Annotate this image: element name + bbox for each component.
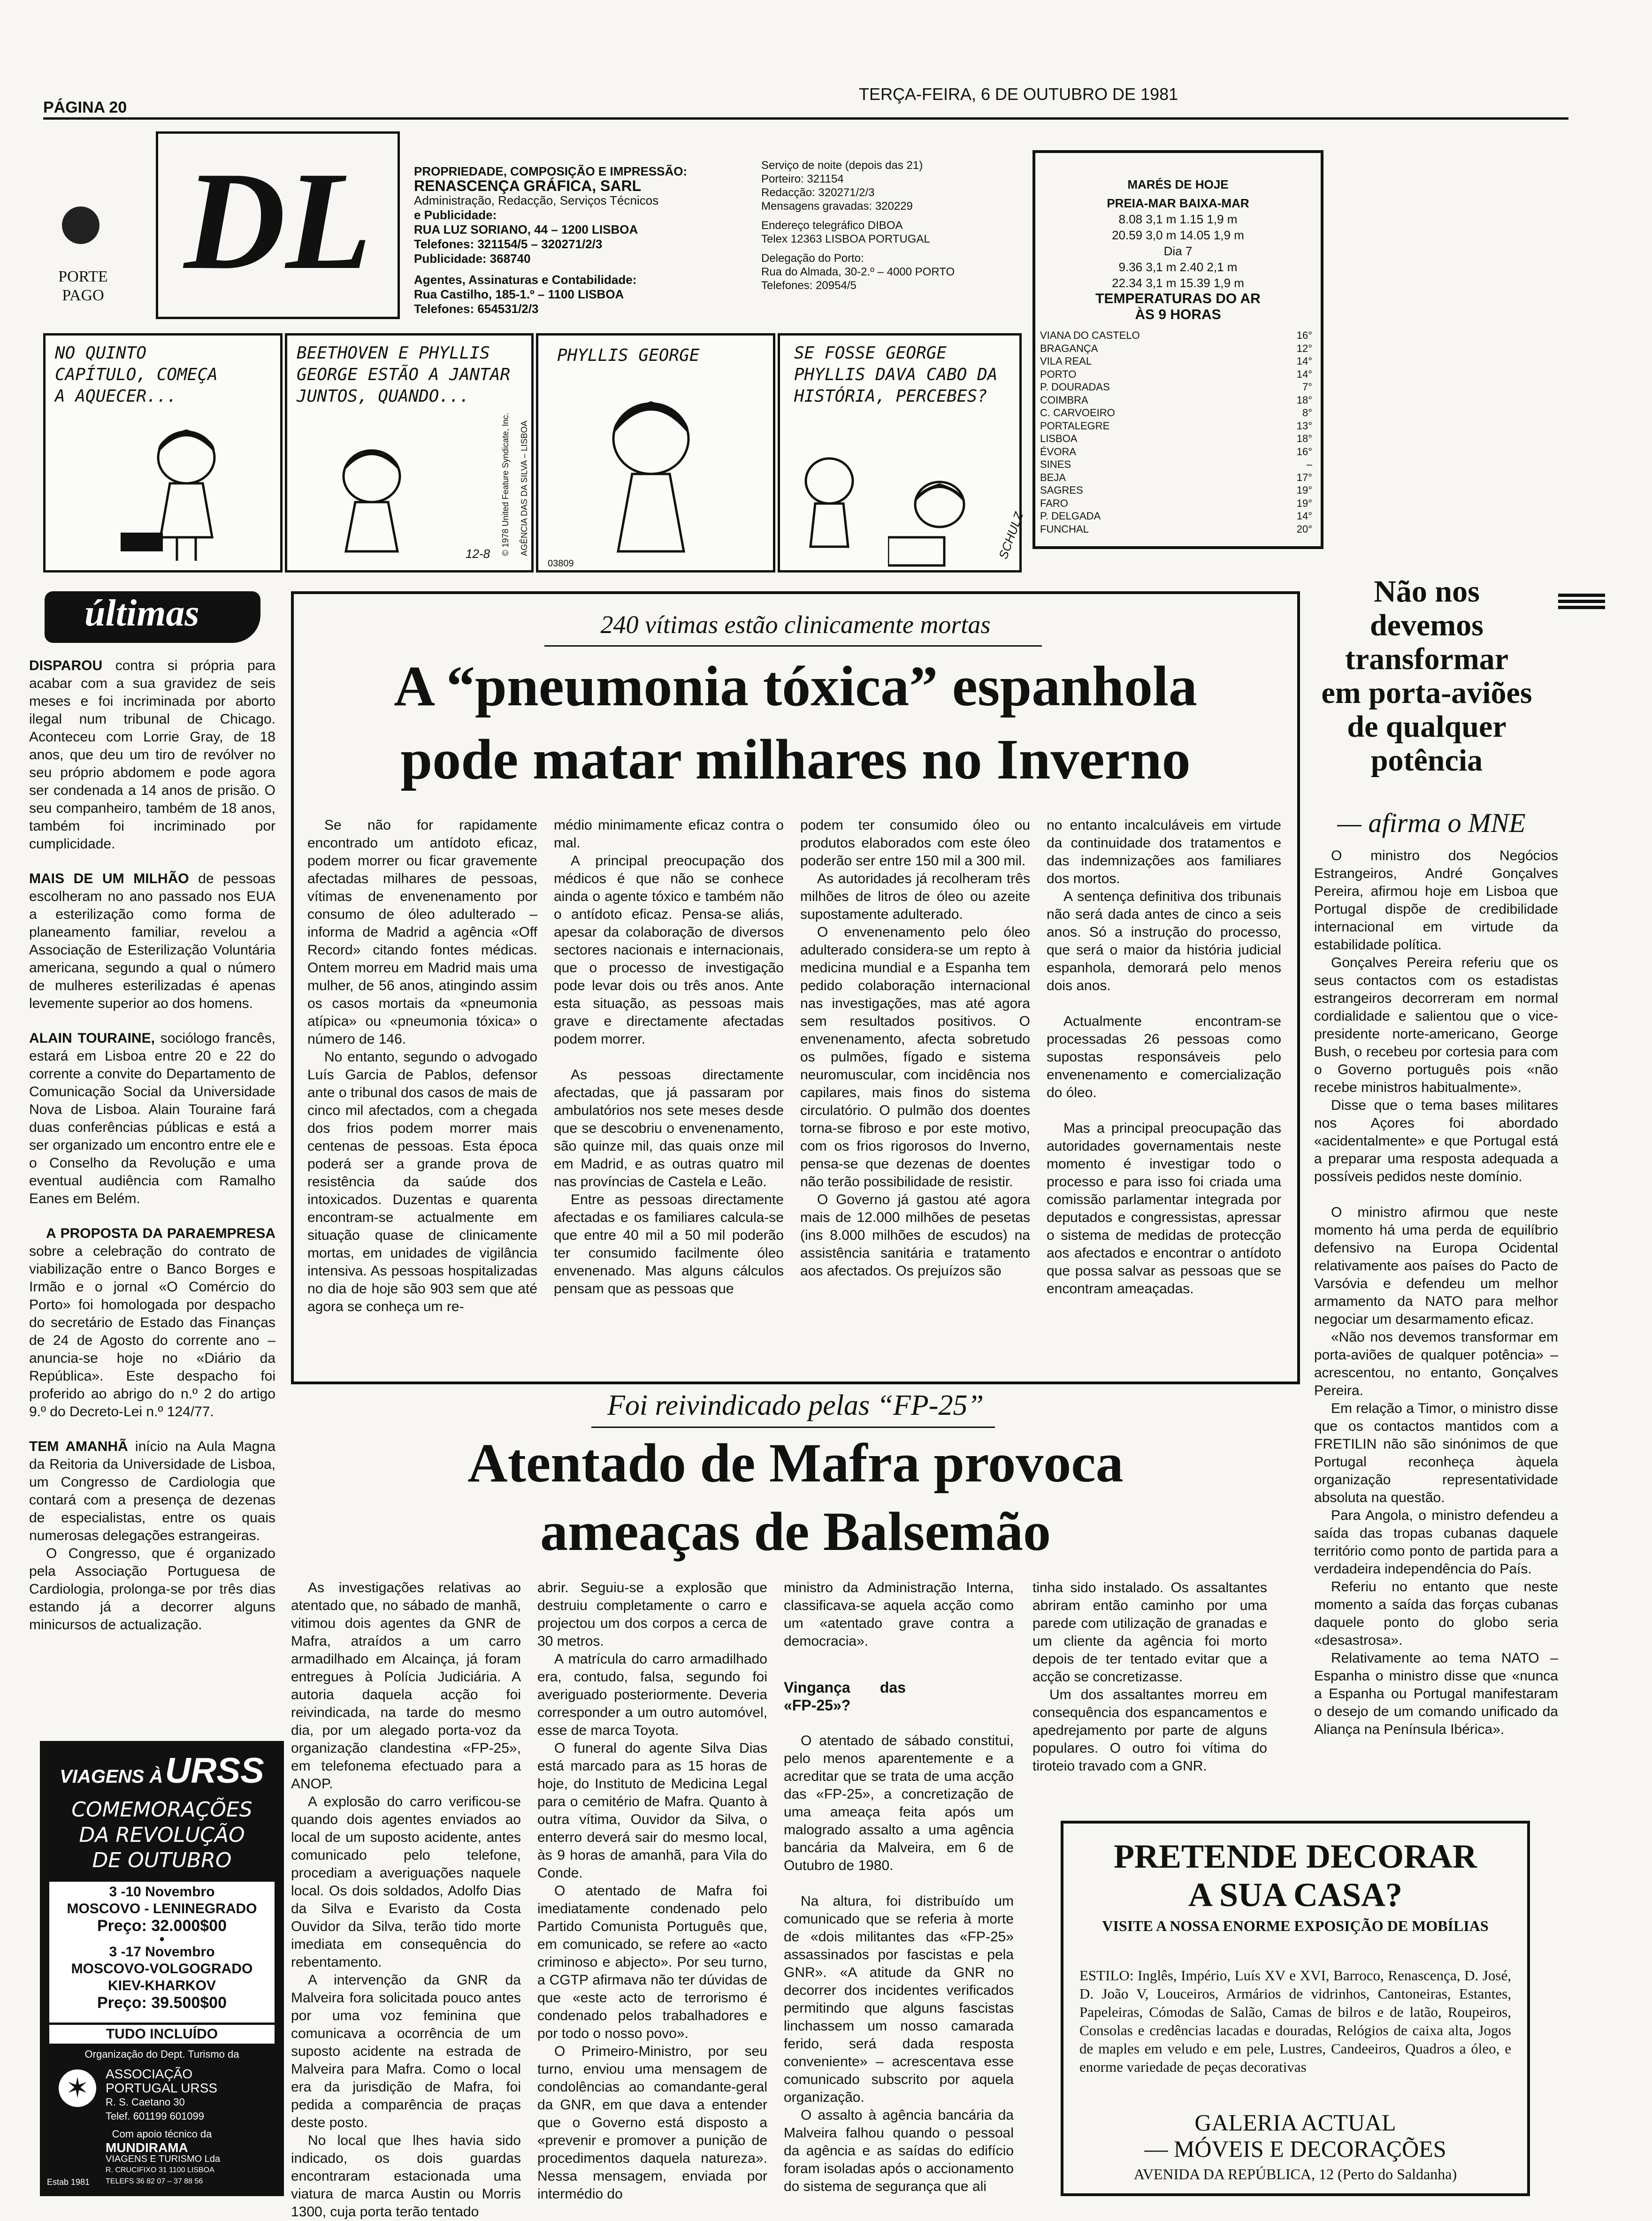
pneumonia-col-4: no entanto incalculáveis em virtude da continuidade dos tratamentos e das indemnizações aos familiares dos mortos. A sentença definitiva dos tribunais não será dada antes de cinco a seis anos. Só a instrução do processo, que será o maior da história judicial espanhola, demorará pelo menos dois anos. Actualmente encontram-se processadas 26 pessoas como supostas responsáveis pelo envenenamento e comercialização do óleo. Mas a principal preocupação das autoridades governamentais neste momento é investigar todo o processo e para isso foi criada uma comissão parlamentar integrada por deputados e congressistas, apressar o sistema de medidas de protecção aos afectados e encontrar o antídoto que possa salvar as pessoas que se encontram ameaçadas. <box>1047 817 1281 1297</box>
ad-urss-trips: 3 -10 Novembro MOSCOVO - LENINEGRADO Preço: 32.000$00 ● 3 -17 Novembro MOSCOVO-VOLGOGRADO KIEV-KHARKOV Preço: 39.500$00 <box>49 1882 275 2023</box>
city-name: SAGRES <box>1040 484 1083 496</box>
ad-decor-store: GALERIA ACTUAL — MÓVEIS E DECORAÇÕES <box>1144 2109 1446 2162</box>
ad-urss-license: Estab 1981 <box>47 2177 90 2187</box>
city-name: SINES <box>1040 458 1071 470</box>
city-name: BRAGANÇA <box>1040 342 1098 354</box>
publisher-info: PROPRIEDADE, COMPOSIÇÃO E IMPRESSÃO: RENASCENÇA GRÁFICA, SARL Administração, Redacção, Serviços Técnicos e Publicidade: RUA LUZ SORIANO, 44 – 1200 LISBOA Telefones: 321154/5 – 320271/2/3 Publicidade: 368740 Agentes, Assinaturas e Contabilidade: Rua Castilho, 185-1.º – 1100 LISBOA Telefones: 654531/2/3 <box>414 164 688 316</box>
ultimas-item: ALAIN TOURAINE, sociólogo francês, estará em Lisboa entre 20 e 22 do corrente a convite do Departamento de Comunicação Social da Universidade Nova de Lisboa. Alain Touraine fará duas conferências públicas e está a ser organizado um encontro entre ele e o Conselho da Revolução e uma eventual audiência com Ramalho Eanes em Belém. <box>29 1030 275 1206</box>
ultimas-item: O Congresso, que é organizado pela Associação Portuguesa de Cardiologia, prolonga-se por três dias estando já a decorrer alguns minicursos de actualização. <box>29 1546 275 1633</box>
kicker-underline <box>544 645 1042 647</box>
comic-code: 03809 <box>548 558 574 569</box>
lucy-figure-icon <box>306 439 437 561</box>
mne-body: O ministro dos Negócios Estrangeiros, André Gonçalves Pereira, afirmou hoje em Lisboa que Portugal dispõe de credibilidade internacional em virtude da estabilidade política. Gonçalves Pereira referiu que os seus contactos com os estadistas estrangeiros decorreram em normal cordialidade e salientou que o vice-presidente norte-americano, George Bush, o recebeu por cortesia para com o Governo português pois «não recebe ministros habitualmente». Disse que o tema bases militares nos Açores foi abordado «acidentalmente» e que Portugal está a preparar uma resposta adequada a possíveis pedidos neste domínio. O ministro afirmou que neste momento há uma perda de equilíbrio defensivo na Europa Ocidental relativamente aos países do Pacto de Varsóvia e defendeu um melhor armamento da NATO para melhor negociar um desarmamento eficaz. «Não nos devemos transformar em porta-aviões de qualquer potência» – acrescentou, no entanto, Gonçalves Pereira. Em relação a Timor, o ministro disse que os contactos mantidos com a FRETILIN não são sinónimos de que Portugal reconheça àquela organização representatividade absoluta na questão. Para Angola, o ministro defendeu a saída das tropas cubanas daquele território como ponto de partida para a verdadeira independência do País. Referiu no entanto que neste momento a saída das forças cubanas daquele ponto do globo seria «desastrosa». Relativamente ao tema NATO – Espanha o ministro disse que «nunca a Espanha ou Portugal manifestaram o desejo de um comando unificado da Aliança na Península Ibérica». <box>1314 848 1558 1737</box>
comic-panel-2: BEETHOVEN E PHYLLIS GEORGE ESTÃO A JANTAR JUNTOS, QUANDO... 12-8 AGÊNCIA DAS DA SILVA – LISBOA © 1978 United Feature Syndicate, Inc. <box>285 333 534 572</box>
city-name: COIMBRA <box>1040 394 1088 406</box>
comic-panel-3: 03809 PHYLLIS GEORGE <box>536 333 775 572</box>
menu-lines-icon <box>1558 594 1605 609</box>
ad-urss-title: VIAGENS À <box>60 1766 163 1787</box>
comic-agency: AGÊNCIA DAS DA SILVA – LISBOA <box>520 420 529 556</box>
porte-pago: PORTE PAGO <box>58 268 108 304</box>
weather-box <box>1032 150 1323 549</box>
lucy-figure-icon <box>581 378 721 565</box>
city-temp: 14° <box>1296 355 1312 367</box>
temperature-row <box>1040 523 1312 536</box>
city-name: P. DOURADAS <box>1040 381 1110 393</box>
city-temp: 17° <box>1296 471 1312 483</box>
ad-decor-address: AVENIDA DA REPÚBLICA, 12 (Perto do Saldanha) <box>1133 2166 1457 2183</box>
temperature-row <box>1040 406 1312 420</box>
ultimas-item: DISPAROU contra si própria para acabar com a sua gravidez de seis meses e foi incriminada por aborto ilegal num tribunal de Chicago. Aconteceu com Lorrie Gray, de 18 anos, que deu um tiro de revólver no seu próprio abdomem e pode agora ser condenada a 14 anos de prisão. O seu companheiro, também de 18 anos, também foi incriminado por cumplicidade. <box>29 658 275 852</box>
city-name: FARO <box>1040 497 1068 509</box>
ultimas-item: TEM AMANHÃ início na Aula Magna da Reitoria da Universidade de Lisboa, um Congresso de Cardiologia que contará com a presença de dezenas de especialistas, entre os quais numerosas delegações estrangeiras. <box>29 1439 275 1543</box>
ad-decor-body: ESTILO: Inglês, Império, Luís XV e XVI, Barroco, Renascença, D. José, D. João V, Louceiros, Armários de vidrinhos, Cantoneiras, Estantes, Papeleiras, Cómodas de Salão, Camas de bilros e de latão, Roupeiros, Consolas e credências lacadas e douradas, Relógios de caixa alta, Jogos de maples em veludo e em pele, Lustres, Candeeiros, Quadros a óleo, e enorme variedade de peças decorativas <box>1079 1967 1511 2075</box>
city-name: FUNCHAL <box>1040 523 1089 535</box>
city-temp: 13° <box>1296 420 1312 432</box>
city-temp: 8° <box>1302 407 1312 419</box>
ad-urss-agency: MUNDIRAMA VIAGENS E TURISMO Lda R. CRUCIFIXO 31 1100 LISBOA TELEFS 36 82 07 – 37 88 56 <box>106 2140 221 2185</box>
city-temp: – <box>1306 458 1312 470</box>
temperature-row <box>1040 471 1312 484</box>
seal-icon <box>62 206 99 244</box>
city-temp: 18° <box>1296 394 1312 406</box>
ad-urss-organizer: Organização do Dept. Turismo da <box>84 2048 239 2060</box>
ad-urss-support: Com apoio técnico da <box>112 2128 212 2140</box>
city-temp: 14° <box>1296 368 1312 380</box>
city-name: ÉVORA <box>1040 445 1077 458</box>
temperature-row <box>1040 484 1312 497</box>
ultimas-item: MAIS DE UM MILHÃO de pessoas escolheram no ano passado nos EUA a esterilização como forma de planeamento familiar, revelou a Associação de Esterilização Voluntária americana, segundo a qual o número de mulheres esterilizadas é apenas levemente superior ao dos homens. <box>29 871 275 1011</box>
mne-kicker: — afirma o MNE <box>1337 808 1526 838</box>
comic-signature: SCHULZ <box>996 510 1026 561</box>
ultimas-title: últimas <box>84 593 199 634</box>
temperature-row <box>1040 381 1312 394</box>
city-temp: 19° <box>1296 497 1312 509</box>
ad-decor-headline: PRETENDE DECORAR A SUA CASA? <box>1113 1838 1477 1914</box>
comic-date-mark: 12-8 <box>466 547 490 561</box>
city-name: VIANA DO CASTELO <box>1040 329 1140 341</box>
city-temp: 7° <box>1302 381 1312 393</box>
city-temp: 16° <box>1296 445 1312 458</box>
ad-urss <box>40 1741 284 2196</box>
city-name: P. DELGADA <box>1040 510 1101 522</box>
temperature-row <box>1040 342 1312 355</box>
pneumonia-col-3: podem ter consumido óleo ou produtos elaborados com este óleo poderão ser entre 150 mil a 300 mil. As autoridades já recolheram três milhões de litros de óleo ou azeite supostamente adulterado. O envenenamento pelo óleo adulterado considera-se um repto à medicina mundial e a Espanha tem pedido colaboração internacional nas investigações, mas até agora sem resultados positivos. O envenenamento, afecta sobretudo os pulmões, fígado e sistema neuromuscular, com incidência nos capilares, mais finos do sistema circulatório. O pulmão dos doentes torna-se fibroso e por este motivo, com os frios rigorosos do Inverno, pensa-se que dezenas de doentes não terão possibilidade de resistir. O Governo já gastou até agora mais de 12.000 milhões de pesetas (ins 8.000 milhões de escudos) na assistência sanitária e tratamento aos afectados. Os prejuízos são <box>800 817 1030 1279</box>
temperature-row <box>1040 368 1312 381</box>
city-temp: 12° <box>1296 342 1312 354</box>
ad-urss-logo: URSS <box>165 1751 264 1791</box>
city-name: BEJA <box>1040 471 1066 483</box>
schroeder-figure-icon <box>789 453 869 565</box>
temperature-row <box>1040 329 1312 342</box>
lucy-figure-icon <box>888 476 1001 570</box>
city-temp: 16° <box>1296 329 1312 341</box>
mafra-col-4: tinha sido instalado. Os assaltantes abriram então caminho por uma parede com utilização de granadas e um cliente da agência foi morto depois de ter tentado evitar que a acção se concretizasse. Um dos assaltantes morreu em consequência dos espancamentos e apedrejamento por parte de alguns populares. O outro foi vítima do tiroteio travado com a GNR. <box>1032 1580 1267 1774</box>
temperature-row <box>1040 394 1312 407</box>
page-label: PÁGINA 20 <box>43 99 127 116</box>
temperature-row <box>1040 355 1312 368</box>
ad-urss-assoc: ASSOCIAÇÃO PORTUGAL URSS R. S. Caetano 30 Telef. 601199 601099 <box>106 2067 218 2122</box>
city-name: PORTO <box>1040 368 1077 380</box>
temperature-row <box>1040 420 1312 433</box>
star-icon: ✶ <box>59 2069 96 2107</box>
ultimas-column <box>29 657 275 1634</box>
city-temp: 19° <box>1296 484 1312 496</box>
ad-urss-included: TUDO INCLUÍDO <box>49 2025 275 2044</box>
mafra-kicker: Foi reivindicado pelas “FP-25” <box>607 1389 984 1421</box>
pneumonia-headline: A “pneumonia tóxica” espanhola pode matar milhares no Inverno <box>394 655 1197 791</box>
ad-urss-headline: COMEMORAÇÕES DA REVOLUÇÃO DE OUTUBRO <box>71 1798 252 1872</box>
temperature-row <box>1040 432 1312 445</box>
date-line: TERÇA-FEIRA, 6 DE OUTUBRO DE 1981 <box>859 84 1178 104</box>
temperature-row <box>1040 458 1312 471</box>
masthead <box>43 127 1010 314</box>
temperature-row <box>1040 445 1312 458</box>
comic-credit: © 1978 United Feature Syndicate, Inc. <box>501 412 510 556</box>
pneumonia-col-1: Se não for rapidamente encontrado um antídoto eficaz, podem morrer ou ficar gravemente afectadas milhares de pessoas, vítimas de envenenamento por consumo de óleo adulterado – informa de Madrid a agência «Off Record» citando fontes médicas. Ontem morreu em Madrid mais uma mulher, de 56 anos, atingindo assim os casos mortais da «pneumonia atípica» ou «pneumonia tóxica» o número de 146. No entanto, segundo o advogado Luís Garcia de Pablos, defensor ante o tribunal dos casos de mais de cinco mil afectados, com a chegada dos frios podem morrer mais centenas de pessoas. Esta época poderá ser a grande prova de resistência da saúde dos intoxicados. Duzentas e quarenta encontram-se actualmente em situação quase de clinicamente mortas, em unidades de vigilância intensiva. As pessoas hospitalizadas no dia de hoje são 903 sem que até agora se conheça um re- <box>307 817 537 1314</box>
ad-decor-subhead: VISITE A NOSSA ENORME EXPOSIÇÃO DE MOBÍLIAS <box>1102 1917 1489 1934</box>
lucy-figure-icon <box>116 415 257 570</box>
mafra-col-2: abrir. Seguiu-se a explosão que destruiu completamente o carro e projectou um dos corpos a cerca de 30 metros. A matrícula do carro armadilhado era, contudo, falsa, segundo foi averiguado posteriormente. Deveria corresponder a um outro automóvel, esse de marca Toyota. O funeral do agente Silva Dias está marcado para as 15 horas de hoje, do Instituto de Medicina Legal para o cemitério de Mafra. Quanto à outra vítima, Ouvidor da Silva, o enterro deverá sair do mesmo local, às 9 horas de amanhã, para Vila do Conde. O atentado de Mafra foi imediatamente condenado pelo Partido Comunista Português que, em comunicado, se refere ao «acto criminoso e abjecto». Por seu turno, a CGTP afirmava não ter dúvidas de que «este acto de terrorismo é condenado pelos trabalhadores e por todo o nosso povo». O Primeiro-Ministro, por seu turno, enviou uma mensagem de condolências ao comandante-geral da GNR, em que dava a entender que o Governo está disposto a «prevenir e promover a punição de procedimentos daquela natureza». Nessa mensagem, enviada por intermédio do <box>537 1580 767 2202</box>
comic-panel-4: SE FOSSE GEORGE PHYLLIS DAVA CABO DA HISTÓRIA, PERCEBES? SCHULZ <box>778 333 1022 572</box>
logo: DL <box>184 143 372 298</box>
mafra-col-3: ministro da Administração Interna, classificava-se aquela acção como um «atentado grave contra a democracia». Vingança das «FP-25»? O atentado de sábado constitui, pelo menos aparentemente e a acreditar que se trata de uma acção das «FP-25», a concretização de uma ameaça feita após um malogrado assalto a uma agência bancária da Malveira, em 6 de Outubro de 1980. Na altura, foi distribuído um comunicado que se referia à morte de «dois militantes das «FP-25» assassinados por fascistas e pela GNR». «A atitude da GNR no decorrer dos incidentes verificados permitindo que alguns fascistas linchassem um nosso camarada ferido, será dada resposta conveniente» – acrescentava esse comunicado subscrito por aquela organização. O assalto à agência bancária da Malveira falhou quando o pessoal da agência e as saídas do edifício foram isoladas após o accionamento do sistema de segurança que ali <box>784 1580 1014 2194</box>
comic-panel-1: NO QUINTO CAPÍTULO, COMEÇA A AQUECER... <box>43 333 283 572</box>
header-rule <box>43 117 1568 120</box>
city-name: C. CARVOEIRO <box>1040 407 1115 419</box>
temperature-row <box>1040 510 1312 523</box>
mafra-col-1: As investigações relativas ao atentado que, no sábado de manhã, vitimou dois agentes da GNR de Mafra, atraídos a um carro armadilhado em Alcainça, já foram entregues à Polícia Judiciária. A autoria daquela acção foi reivindicada, na tarde do mesmo dia, por um alegado porta-voz da organização clandestina «FP-25», em telefonema efectuado para a ANOP. A explosão do carro verificou-se quando dois agentes enviados ao local de um suposto acidente, antes comunicado pelo telefone, procediam a averiguações naquele local. Os dois soldados, Adolfo Dias da Silva e Evaristo da Costa Ouvidor da Silva, terão tido morte imediata em consequência do rebentamento. A intervenção da GNR da Malveira fora solicitada pouco antes por uma voz feminina que comunicava a ocorrência de um suposto acidente na estrada de Malveira para Mafra. Como o local era da jurisdição de Mafra, foi pedida a comparência de praças deste posto. No local que lhes havia sido indicado, os dois guardas encontraram estacionada uma viatura de marca Austin ou Morris 1300, cuja porta terão tentado <box>291 1580 521 2220</box>
city-name: VILA REAL <box>1040 355 1092 367</box>
comic-strip <box>43 333 1024 577</box>
kicker-underline <box>591 1427 995 1428</box>
city-name: PORTALEGRE <box>1040 420 1110 432</box>
service-info: Serviço de noite (depois das 21) Porteiro: 321154 Redacção: 320271/2/3 Mensagens gravadas: 320229 Endereço telegráfico DIBOA Telex 12363 LISBOA PORTUGAL Delegação do Porto: Rua do Almada, 30-2.º – 4000 PORTO Telefones: 20954/5 <box>761 159 955 292</box>
city-temp: 20° <box>1296 523 1312 535</box>
mafra-headline: Atentado de Mafra provoca ameaças de Balsemão <box>467 1432 1124 1562</box>
temperature-row <box>1040 497 1312 510</box>
pneumonia-kicker: 240 vítimas estão clinicamente mortas <box>600 611 991 639</box>
city-temp: 14° <box>1296 510 1312 522</box>
temperature-list <box>1040 329 1312 535</box>
mne-headline: Não nos devemos transformar em porta-aviões de qualquer potência <box>1321 574 1532 778</box>
ultimas-item: A PROPOSTA DA PARAEMPRESA sobre a celebração do contrato de viabilização entre o Banco Borges e Irmão e o jornal «O Comércio do Porto» foi homologada por despacho do secretário de Estado das Finanças de 24 de Agosto do corrente ano – anuncia-se hoje no «Diário da República». Este despacho foi proferido ao abrigo do n.º 2 do artigo 9.º do Decreto-Lei n.º 124/77. <box>29 1226 275 1420</box>
tides-panel: MARÉS DE HOJE PREIA-MAR BAIXA-MAR 8.08 3,1 m 1.15 1,9 m 20.59 3,0 m 14.05 1,9 m Dia 7 9.36 3,1 m 2.40 2,1 m 22.34 3,1 m 15.39 1,9 m TEMPERATURAS DO AR ÀS 9 HORAS <box>1095 177 1261 322</box>
pneumonia-col-2: médio minimamente eficaz contra o mal. A principal preocupação dos médicos é que não se conhece ainda o agente tóxico e também não o antídoto eficaz. Pensa-se aliás, apesar da colaboração de diversos sectores nacionais e internacionais, que o processo de investigação pode levar dois ou três anos. Ante esta situação, as pessoas mais grave e directamente afectadas podem morrer. As pessoas directamente afectadas, que já passaram por ambulatórios nos sete meses desde que se descobriu o envenenamento, são quinze mil, das quais onze mil em Madrid, e as outras quatro mil nas províncias de Castela e Leão. Entre as pessoas directamente afectadas e os familiares calcula-se que entre 40 mil a 50 mil poderão ter consumido facilmente óleo envenenado. Mas alguns cálculos pensam que as pessoas que <box>554 817 784 1297</box>
city-name: LISBOA <box>1040 433 1078 444</box>
city-temp: 18° <box>1296 433 1312 444</box>
mafra-subhead: Vingança das «FP-25»? <box>784 1679 906 1714</box>
